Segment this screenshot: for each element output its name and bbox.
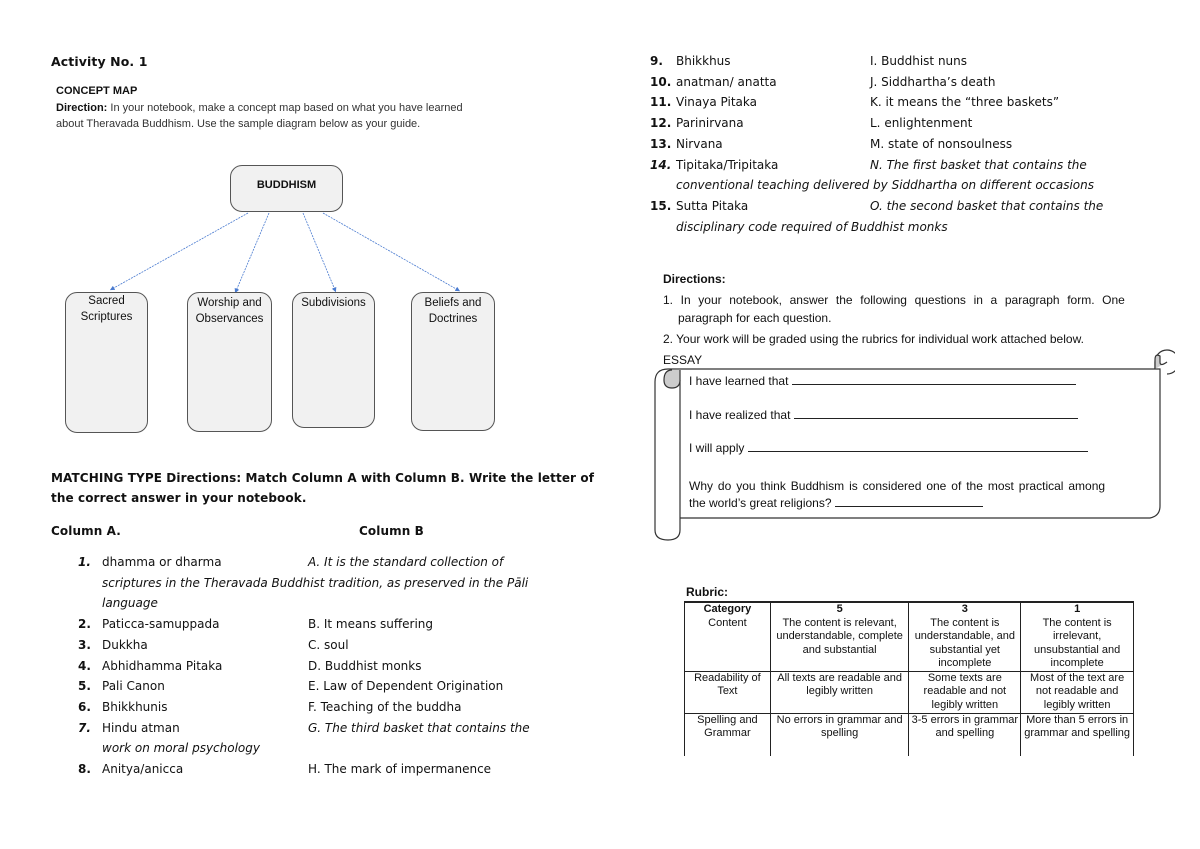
concept-box-beliefs: Beliefs and Doctrines: [411, 292, 495, 431]
concept-box-sacred-scriptures: Sacred Scriptures: [65, 292, 148, 433]
item-number: 1.: [78, 555, 91, 569]
rubric-cell: Spelling and Grammar: [685, 713, 771, 756]
column-b-definition: A. It is the standard collection of: [308, 555, 504, 569]
column-b-definition: N. The first basket that contains the: [870, 157, 1087, 172]
question-answer-blank[interactable]: [835, 506, 983, 507]
column-a-term: Dukkha: [102, 637, 148, 652]
column-b-header: Column B: [359, 524, 424, 538]
essay-label: ESSAY: [663, 353, 703, 367]
apply-answer-blank[interactable]: [748, 451, 1088, 452]
rubric-row-content: [685, 602, 1134, 671]
activity-title: Activity No. 1: [51, 54, 148, 69]
rubric-cell: All texts are readable and legibly written: [770, 671, 909, 713]
rubric-row-spelling: [685, 713, 1134, 756]
rubric-row-readability: [685, 671, 1134, 713]
concept-box-subdivisions: Subdivisions: [292, 292, 375, 428]
column-a-term: Anitya/anicca: [102, 762, 184, 776]
column-b-definition: O. the second basket that contains the: [870, 198, 1104, 213]
rubric-cell: 3-5 errors in grammar and spelling: [909, 713, 1021, 756]
rubric-header-3: 3: [961, 603, 968, 615]
column-b-definition-cont: work on moral psychology: [102, 741, 260, 756]
column-b-definition-cont: disciplinary code required of Buddhist monks: [676, 219, 948, 234]
realized-answer-blank[interactable]: [794, 418, 1078, 419]
arrow-beliefs: [323, 213, 458, 290]
column-a-term: Abhidhamma Pitaka: [102, 658, 223, 673]
rubric-cell: More than 5 errors in grammar and spelling: [1021, 713, 1134, 756]
item-number: 13.: [650, 136, 672, 151]
item-number: 10.: [650, 74, 672, 89]
column-a-term: Paticca-samuppada: [102, 617, 220, 632]
direction-text-2: about Theravada Buddhism. Use the sample diagram below as your guide.: [56, 118, 421, 130]
direction-label: Direction:: [56, 102, 108, 114]
column-b-definition-cont: language: [102, 596, 158, 611]
item-number: 8.: [78, 762, 91, 776]
rubric-header-5: 5: [836, 603, 843, 615]
rubric-header-1: 1: [1074, 603, 1081, 615]
direction-text: In your notebook, make a concept map based on what you have learned: [107, 102, 463, 114]
column-b-definition-cont: scriptures in the Theravada Buddhist tradition, as preserved in the Pāli: [102, 575, 529, 590]
column-b-definition: L. enlightenment: [870, 116, 973, 131]
essay-direction-2: 2. Your work will be graded using the rubrics for individual work attached below.: [663, 332, 1084, 346]
item-number: 15.: [650, 198, 672, 213]
column-b-definition: J. Siddhartha’s death: [870, 74, 996, 89]
essay-direction-1: 1. In your notebook, answer the following questions in a paragraph form. One: [663, 293, 1125, 307]
column-b-definition: B. It means suffering: [308, 617, 434, 632]
rubric-cell: No errors in grammar and spelling: [770, 713, 909, 756]
matching-directions: MATCHING TYPE Directions: Match Column A with Column B. Write the letter of: [51, 471, 595, 485]
essay-prompt-apply: I will apply: [689, 441, 745, 455]
column-b-definition: M. state of nonsoulness: [870, 136, 1013, 151]
item-number: 12.: [650, 116, 672, 131]
column-b-definition: D. Buddhist monks: [308, 658, 422, 673]
rubric-header-category: Category: [703, 603, 752, 615]
rubric-cell: Some texts are readable and not legibly written: [909, 671, 1021, 713]
column-b-definition: H. The mark of impermanence: [308, 762, 492, 776]
rubric-cell: The content is irrelevant, unsubstantial and incomplete: [1034, 616, 1121, 669]
column-a-term: Pali Canon: [102, 679, 165, 694]
column-b-definition: I. Buddhist nuns: [870, 54, 968, 68]
rubric-cell: Readability of Text: [685, 671, 771, 713]
rubric-label: Rubric:: [686, 585, 728, 599]
rubric-table: [684, 601, 1134, 756]
column-b-definition: F. Teaching of the buddha: [308, 699, 462, 714]
item-number: 9.: [650, 54, 663, 68]
column-b-definition: G. The third basket that contains the: [308, 720, 530, 735]
column-a-term: Sutta Pitaka: [676, 198, 749, 213]
learned-answer-blank[interactable]: [792, 384, 1076, 385]
rubric-cell: Most of the text are not readable and legibly written: [1021, 671, 1134, 713]
essay-question-cont: the world’s great religions?: [689, 496, 832, 510]
concept-root-buddhism: BUDDHISM: [230, 165, 343, 212]
arrow-sacred: [112, 213, 248, 289]
item-number: 6.: [78, 699, 91, 714]
matching-directions-2: the correct answer in your notebook.: [51, 491, 307, 505]
item-number: 5.: [78, 679, 91, 694]
column-a-term: anatman/ anatta: [676, 74, 777, 89]
item-number: 2.: [78, 617, 91, 632]
concept-map-heading: CONCEPT MAP: [56, 85, 138, 97]
column-a-term: dhamma or dharma: [102, 555, 222, 569]
column-a-term: Hindu atman: [102, 720, 180, 735]
column-a-term: Bhikkhus: [676, 54, 731, 68]
column-a-term: Parinirvana: [676, 116, 744, 131]
item-number: 7.: [78, 720, 91, 735]
essay-prompt-learned: I have learned that: [689, 374, 789, 388]
item-number: 14.: [650, 157, 672, 172]
essay-question: Why do you think Buddhism is considered one of the most practical among: [689, 479, 1106, 493]
rubric-cell: The content is understandable, and substantial yet incomplete: [914, 616, 1015, 669]
essay-directions-heading: Directions:: [663, 272, 726, 286]
column-b-definition: K. it means the “three baskets”: [870, 95, 1060, 110]
column-b-definition: C. soul: [308, 637, 349, 652]
column-a-header: Column A.: [51, 524, 121, 538]
column-a-term: Nirvana: [676, 136, 723, 151]
column-b-definition: E. Law of Dependent Origination: [308, 679, 504, 694]
arrow-subdivisions: [303, 213, 335, 290]
column-a-term: Vinaya Pitaka: [676, 95, 757, 110]
arrow-worship: [236, 213, 269, 291]
concept-box-worship: Worship and Observances: [187, 292, 272, 432]
column-b-definition-cont: conventional teaching delivered by Siddhartha on different occasions: [676, 178, 1095, 193]
rubric-cell: The content is relevant, understandable, complete and substantial: [776, 616, 903, 656]
essay-prompt-realized: I have realized that: [689, 408, 791, 422]
item-number: 3.: [78, 637, 91, 652]
rubric-cell: Content: [708, 616, 747, 629]
essay-direction-1-cont: paragraph for each question.: [678, 311, 832, 325]
item-number: 4.: [78, 658, 91, 673]
column-a-term: Tipitaka/Tripitaka: [676, 157, 779, 172]
item-number: 11.: [650, 95, 672, 110]
column-a-term: Bhikkhunis: [102, 699, 168, 714]
